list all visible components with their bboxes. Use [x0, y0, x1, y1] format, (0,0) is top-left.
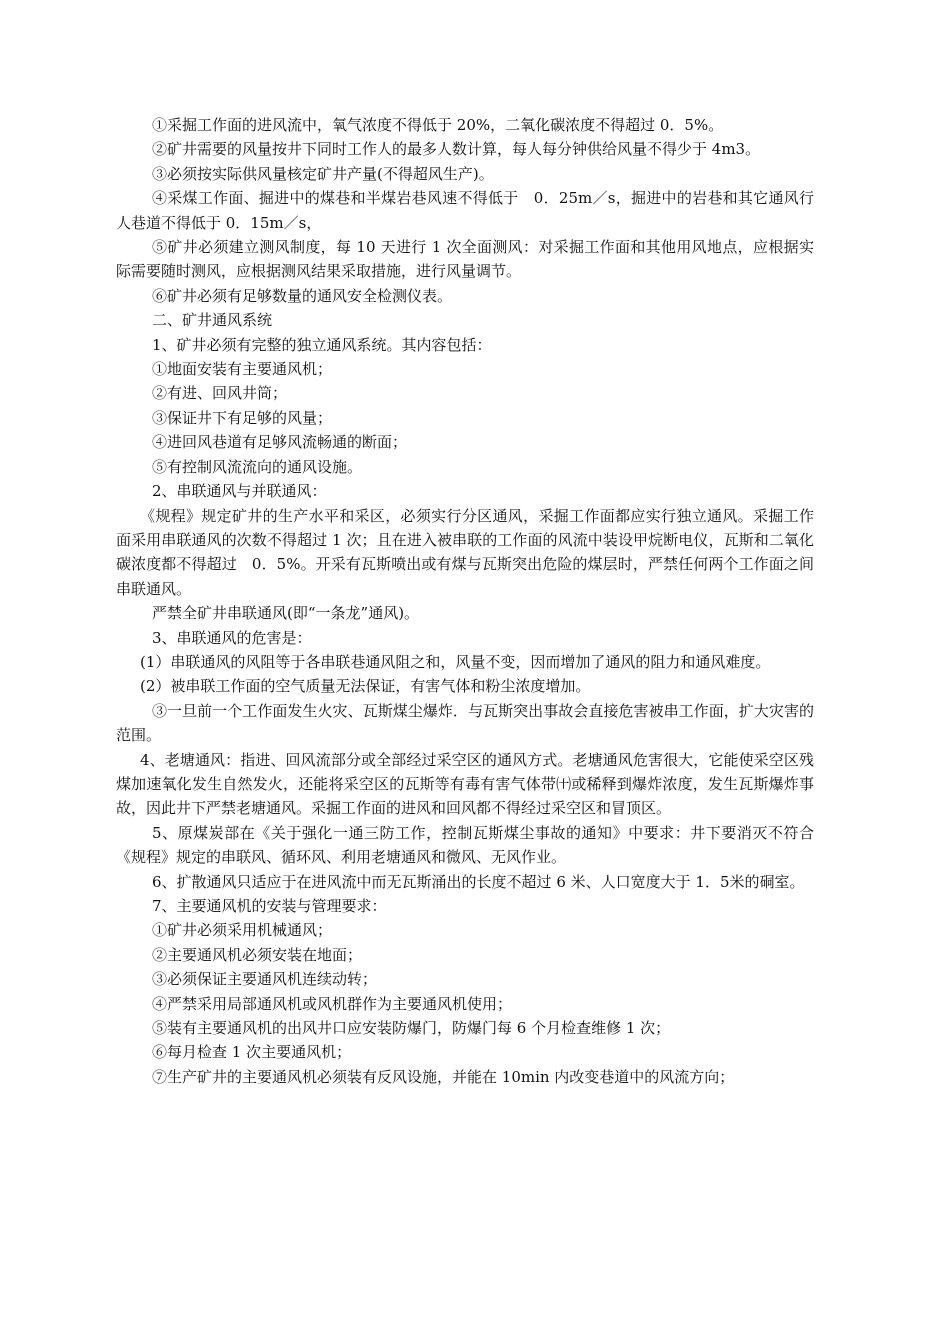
paragraph-15: 4、老塘通风：指进、回风流部分或全部经过采空区的通风方式。老塘通风危害很大，它能使采空区残煤加速氧化发生自然发火，还能将采空区的瓦斯等有毒有害气体带㈩或稀释到爆炸浓度，发生瓦斯爆炸事故，因此井下严禁老塘通风。采掘工作面的进风和回风都不得经过采空区和冒顶区。 [116, 750, 814, 818]
list-item: ①矿井必须采用机械通风； [152, 921, 333, 940]
paragraph-4: ④采煤工作面、掘进中的煤巷和半煤岩巷风速不得低于 0．25m／s，掘进中的岩巷和其它通风行人巷道不得低于 0．15m／s， [116, 189, 814, 232]
paragraph-2: ②矿井需要的风量按井下同时工作人的最多人数计算，每人每分钟供给风量不得少于 4m3。 [152, 140, 761, 159]
paragraph-7: 1、矿井必须有完整的独立通风系统。其内容包括： [152, 335, 492, 354]
list-item: ③必须保证主要通风机连续动转； [152, 970, 378, 989]
paragraph-18: 7、主要通风机的安装与管理要求： [152, 897, 387, 915]
list-item: ⑤有控制风流流向的通风设施。 [152, 457, 363, 476]
paragraph-13: (2）被串联工作面的空气质量无法保证，有害气体和粉尘浓度增加。 [140, 677, 591, 696]
paragraph-17: 6、扩散通风只适应于在进风流中而无瓦斯涌出的长度不超过 6 米、人口宽度大于 1．5米的硐室。 [152, 872, 805, 891]
document-body [116, 113, 814, 1089]
paragraph-5: ⑤矿井必须建立测风制度，每 10 天进行 1 次全面测风：对采掘工作面和其他用风地点，应根据实际需要随时测风，应根据测风结果采取措施，进行风量调节。 [116, 238, 814, 281]
paragraph-6: ⑥矿井必须有足够数量的通风安全检测仪表。 [152, 286, 453, 305]
paragraph-11: 3、串联通风的危害是： [152, 628, 312, 647]
list-item: ⑦生产矿井的主要通风机必须装有反风设施，并能在 10min 内改变巷道中的风流方向； [152, 1067, 735, 1086]
list-item: ③保证井下有足够的风量； [152, 408, 333, 427]
paragraph-14: ③一旦前一个工作面发生火灾、瓦斯煤尘爆炸．与瓦斯突出事故会直接危害被串工作面，扩大灾害的范围。 [116, 701, 814, 745]
paragraph-8: 2、串联通风与并联通风： [152, 482, 327, 501]
list-item: ⑥每月检查 1 次主要通风机； [152, 1043, 352, 1062]
paragraph-16: 5、原煤炭部在《关于强化一通三防工作，控制瓦斯煤尘事故的通知》中要求：井下要消灭不符合《规程》规定的串联风、循环风、利用老塘通风和微风、无风作业。 [116, 823, 814, 867]
paragraph-12: (1）串联通风的风阻等于各串联巷通风阻之和，风量不变，因而增加了通风的阻力和通风难度。 [140, 652, 771, 671]
paragraph-10: 严禁全矿井串联通风(即“一条龙”通风)。 [152, 604, 420, 623]
paragraph-1: ①采掘工作面的进风流中，氧气浓度不得低于 20%，二氧化碳浓度不得超过 0．5%。 [152, 116, 724, 134]
paragraph-3: ③必须按实际供风量核定矿井产量(不得超风生产)。 [152, 164, 494, 183]
list-item: ②有进、回风井筒； [152, 384, 288, 403]
list-item: ④严禁采用局部通风机或风机群作为主要通风机使用； [152, 994, 513, 1013]
paragraph-9: 《规程》规定矿井的生产水平和采区，必须实行分区通风，采掘工作面都应实行独立通风。采掘工作面采用串联通风的次数不得超过 1 次；且在进入被串联的工作面的风流中装设甲烷断电仪，瓦斯和二氧化碳浓度都不得超过 0．5%。开采有瓦斯喷出或有煤与瓦斯突出危险的煤层时，严禁任何两个工作面之间串联通风。 [116, 506, 814, 598]
list-item: ④进回风巷道有足够风流畅通的断面； [152, 433, 408, 452]
list-item: ②主要通风机必须安装在地面； [152, 945, 363, 964]
list-item: ①地面安装有主要通风机； [152, 360, 333, 379]
section-heading: 二、矿井通风系统 [152, 311, 273, 330]
list-item: ⑤装有主要通风机的出风井口应安装防爆门，防爆门每 6 个月检查维修 1 次； [152, 1019, 671, 1038]
